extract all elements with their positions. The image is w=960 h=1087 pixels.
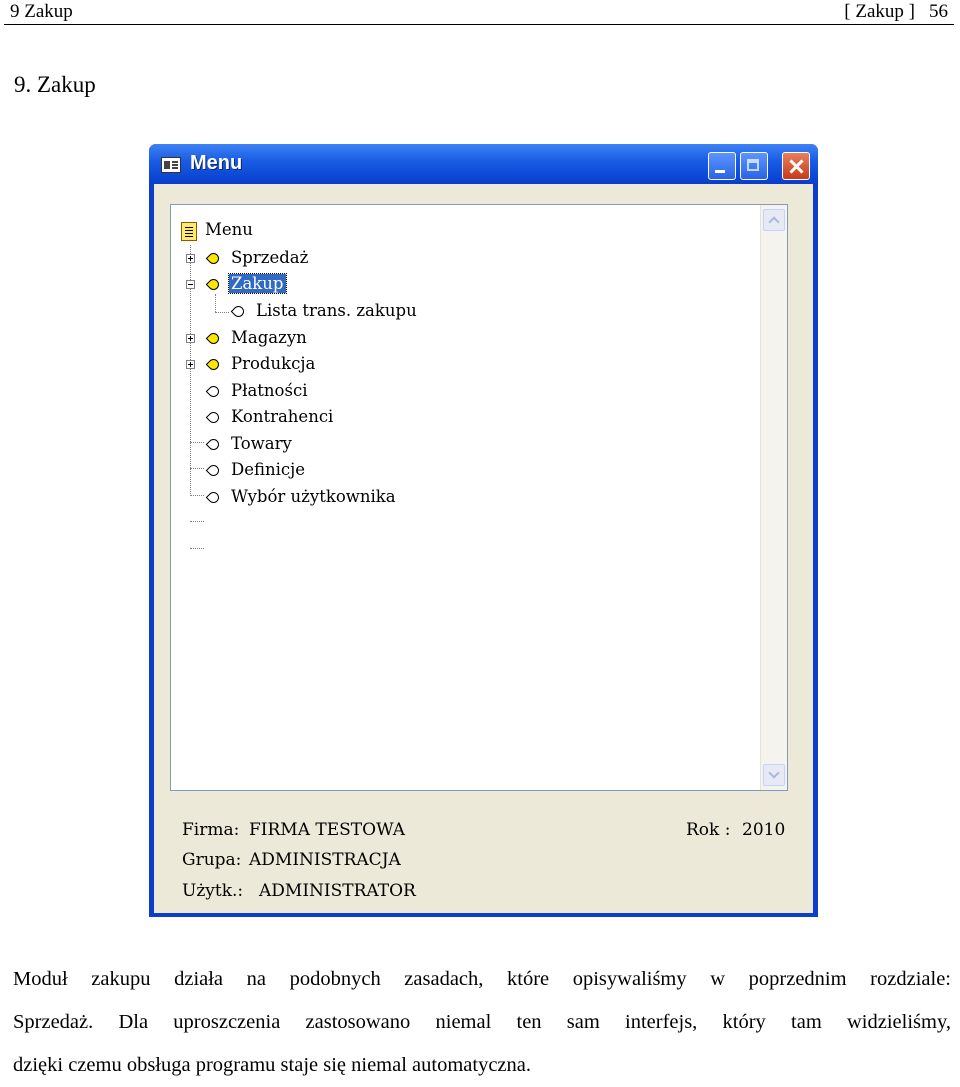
tree-connector xyxy=(190,442,204,443)
body-paragraph xyxy=(13,958,951,1087)
collapse-minus-icon[interactable] xyxy=(186,280,195,289)
white-diamond-icon xyxy=(206,437,222,453)
yellow-diamond-icon xyxy=(206,331,222,347)
book-icon xyxy=(181,222,197,241)
white-diamond-icon xyxy=(206,384,222,400)
minimize-button[interactable] xyxy=(708,152,736,180)
scroll-down-icon[interactable] xyxy=(763,764,785,786)
white-diamond-icon xyxy=(206,410,222,426)
rok-label: Rok : xyxy=(686,820,731,840)
tree-connector xyxy=(190,521,204,522)
chapter-heading: 9. Zakup xyxy=(14,72,96,97)
tree-item-label: Definicje xyxy=(231,460,306,479)
menu-tree-view[interactable] xyxy=(170,204,788,791)
expand-plus-icon[interactable] xyxy=(186,254,195,263)
paragraph-line: Sprzedaż. Dla uproszczenia zastosowano niemal ten sam interfejs, który tam widzieliśmy, xyxy=(13,1011,951,1033)
paragraph-line: dzięki czemu obsługa programu staje się niemal automatyczna. xyxy=(13,1054,532,1076)
page-number: 56 xyxy=(929,1,948,22)
window-menu-icon[interactable] xyxy=(161,157,181,173)
tree-connector xyxy=(215,312,229,313)
firma-label: Firma: xyxy=(182,820,240,840)
white-diamond-icon xyxy=(206,490,222,506)
window-titlebar[interactable] xyxy=(149,144,818,184)
rok-value: 2010 xyxy=(742,820,786,840)
tree-item-label: Sprzedaż xyxy=(231,248,309,267)
vertical-scrollbar[interactable] xyxy=(760,205,787,790)
tree-item-label: Towary xyxy=(231,434,292,453)
tree-item-label: Lista trans. zakupu xyxy=(256,301,417,320)
expand-plus-icon[interactable] xyxy=(186,360,195,369)
tree-connector xyxy=(190,548,204,549)
yellow-diamond-icon xyxy=(206,251,222,267)
chapter-label: 9 Zakup xyxy=(10,1,73,22)
window-client-area xyxy=(154,184,813,913)
uzytk-label: Użytk.: xyxy=(182,881,244,901)
white-diamond-icon xyxy=(206,463,222,479)
close-button[interactable] xyxy=(782,152,810,180)
maximize-button[interactable] xyxy=(740,152,768,180)
scroll-up-icon[interactable] xyxy=(763,209,785,231)
white-diamond-icon xyxy=(231,304,247,320)
paragraph-line: Moduł zakupu działa na podobnych zasadach, które opisywaliśmy w poprzednim rozdziale: xyxy=(13,968,951,990)
tree-item-label: Kontrahenci xyxy=(231,407,334,426)
window-title: Menu xyxy=(190,152,243,174)
yellow-diamond-icon xyxy=(206,277,222,293)
tree-item-label: Produkcja xyxy=(231,354,316,373)
expand-plus-icon[interactable] xyxy=(186,334,195,343)
tree-root-label: Menu xyxy=(205,220,253,239)
tree-connector xyxy=(215,294,216,312)
grupa-label: Grupa: xyxy=(182,850,242,870)
yellow-diamond-icon xyxy=(206,357,222,373)
tree-connector xyxy=(190,495,204,496)
tree-item-label: Zakup xyxy=(231,274,284,293)
tree-connector xyxy=(190,468,204,469)
uzytk-value: ADMINISTRATOR xyxy=(259,881,416,901)
page-header xyxy=(4,0,954,25)
tree-item-label: Płatności xyxy=(231,381,308,400)
firma-value: FIRMA TESTOWA xyxy=(249,820,405,840)
section-label xyxy=(844,0,948,24)
grupa-value: ADMINISTRACJA xyxy=(249,850,401,870)
menu-window xyxy=(149,144,818,917)
section-name: [ Zakup ] xyxy=(844,1,915,22)
tree-item-label: Magazyn xyxy=(231,328,307,347)
tree-item-label: Wybór użytkownika xyxy=(231,487,396,506)
